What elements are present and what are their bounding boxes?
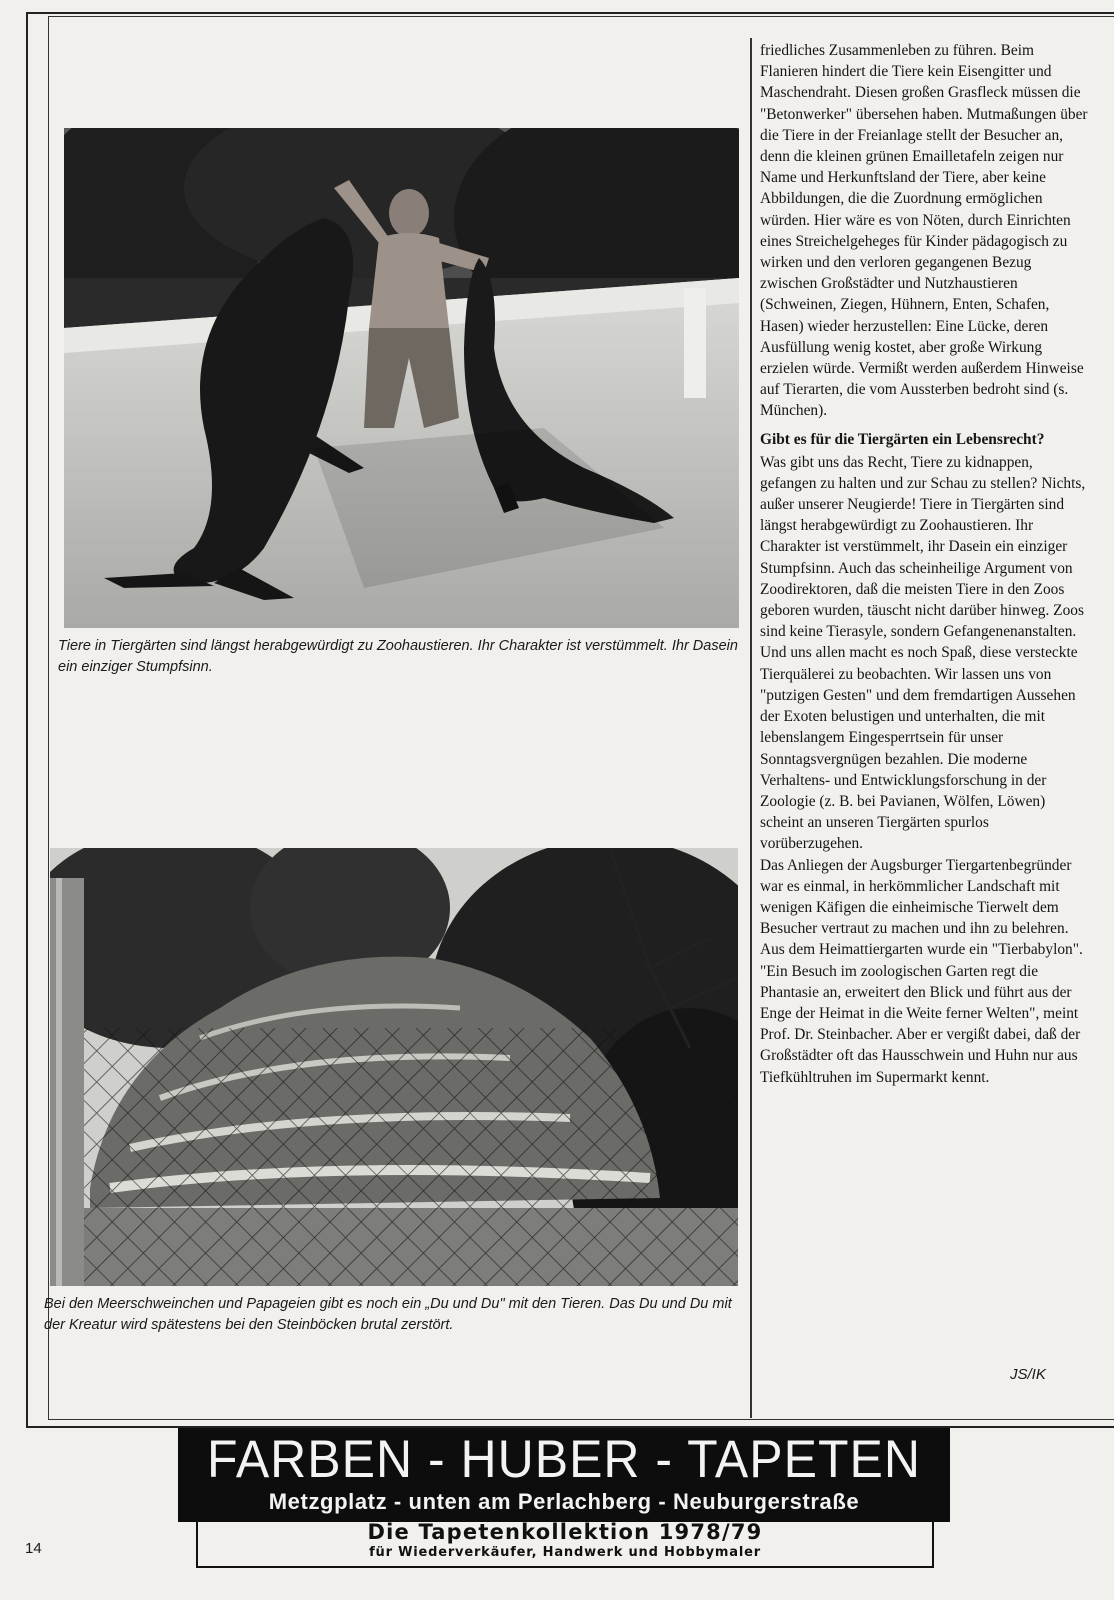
sea-lions-photo-image [64,128,739,628]
photo-caption-sea-lions: Tiere in Tiergärten sind längst herabgewürdigt zu Zoohaustieren. Ihr Charakter ist verstümmelt. Ihr Dasein ein einziger Stumpfsinn. [58,638,738,675]
article-paragraph: friedliches Zusammenleben zu führen. Beim Flanieren hindert die Tiere kein Eisengitter und Maschendraht. Diesen großen Grasfleck müssen die "Betonwerker" übersehen haben. Mutmaßungen über die Tiere in der Freianlage stellt der Besucher an, denn die kleinen grünen Emailletafeln zeigen nur Name und Herkunftsland der Tiere, aber keine Abbildungen, die die Zuordnung ermöglichen würden. Hier wäre es von Nöten, durch Einrichten eines Streichelgeheges für Kinder pädagogisch zu wirken und den verloren gegangenen Bezug zwischen Großstädter und Nutzhaustieren (Schweinen, Ziegen, Hühnern, Enten, Schafen, Hasen) wieder herzustellen: Eine Lücke, deren Ausfüllung wenig kostet, aber große Wirkung erzielen würde. Vermißt werden außerdem Hinweise auf Tierarten, die vom Aussterben bedroht sind (s. München). [760,42,1088,420]
enclosure-photo-image [50,848,738,1286]
page-number: 14 [25,1540,42,1557]
article-paragraph: Das Anliegen der Augsburger Tiergartenbegründer war es einmal, in herkömmlicher Landschaft mit wenigen Käfigen die einheimische Tierwelt dem Besucher vertraut zu machen und ihn zu belehren. Aus dem Heimattiergarten wurde ein "Tierbabylon". [760,856,1083,959]
photo-caption-enclosure: Bei den Meerschweinchen und Papageien gibt es noch ein „Du und Du" mit den Tieren. Das Du und Du mit der Kreatur wird spätestens bei den Steinböcken brutal zerstört. [44,1296,732,1333]
column-rule [750,38,752,1418]
article-paragraph: "Ein Besuch im zoologischen Garten regt die Phantasie an, erweitert den Blick und führt aus der Enge der Heimat in die Weite ferner Welten", meint Prof. Dr. Steinbacher. Aber er vergißt dabei, daß der Großstädter oft das Hausschwein und Huhn nur aus Tiefkühltruhen im Supermarkt kennt. [760,962,1081,1086]
photo-sea-lions [64,128,739,628]
advertisement-subbox [196,1520,934,1568]
article-paragraph: Was gibt uns das Recht, Tiere zu kidnappen, gefangen zu halten und zur Schau zu stellen? Nichts, außer unserer Neugierde! Tiere in Tiergärten sind längst herabgewürdigt zu Zoohaustieren. Ihr Charakter ist verstümmelt, ihr Dasein ein einziger Stumpfsinn. Auch das scheinheilige Argument von Zoodirektoren, daß die meisten Tiere in den Zoos geboren wurden, täuscht nicht darüber hinweg. Zoos sind keine Tierasyle, sondern Gefangenenanstalten. Und uns allen macht es noch Spaß, diese versteckte Tierquälerei zu beobachten. Wir lassen uns von "putzigen Gesten" und dem fremdartigen Aussehen der Exoten belustigen und unterhalten, die mit lebenslangem Eingesperrtsein für unser Sonntagsvergnügen bezahlen. Die moderne Verhaltens- und Entwicklungsforschung in der Zoologie (z. B. bei Pavianen, Wölfen, Löwen) scheint an unseren Tiergärten spurlos vorüberzugehen. [760,453,1086,853]
advertisement-banner [178,1428,950,1522]
ad-company-name: FARBEN - HUBER - TAPETEN [207,1429,921,1489]
ad-address: Metzgplatz - unten am Perlachberg - Neuburgerstraße [268,1489,860,1514]
article-column [760,40,1090,1088]
photo-enclosure [50,848,738,1286]
author-signature: JS/IK [1010,1366,1046,1383]
ad-audience-line: für Wiederverkäufer, Handwerk und Hobbymaler [369,1545,761,1560]
ad-collection-line: Die Tapetenkollektion 1978/79 [367,1520,763,1544]
article-subheading: Gibt es für die Tiergärten ein Lebensrecht? [760,430,1045,448]
